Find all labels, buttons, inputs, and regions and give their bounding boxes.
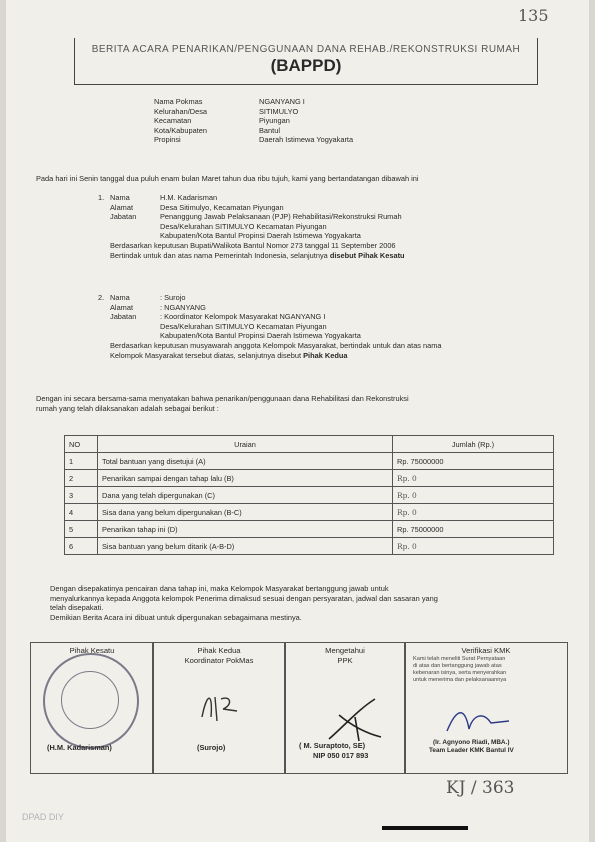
info-row: Kelurahan/Desa SITIMULYO xyxy=(154,106,299,116)
table-row: 2 Penarikan sampai dengan tahap lalu (B) Rp. 0 xyxy=(65,470,554,487)
party-one-basis: Berdasarkan keputusan Bupati/Walikota Bantul Nomor 273 tanggal 11 September 2006 xyxy=(110,240,396,250)
header-box xyxy=(74,38,538,85)
pokmas-info xyxy=(154,97,353,145)
info-row: Nama Pokmas NGANYANG I xyxy=(154,97,305,106)
table-header-row: NO Uraian Jumlah (Rp.) xyxy=(65,436,554,453)
table-row: 6 Sisa bantuan yang belum ditarik (A-B-D) Rp. 0 xyxy=(65,538,554,555)
corner-number: 135 xyxy=(518,6,549,25)
signature-scribble xyxy=(443,701,513,737)
statement-paragraph: Dengan ini secara bersama-sama menyatakan bahwa penarikan/penggunaan dana Rehabilitasi dan Rekonstruksi rumah yang telah dilaksanakan adalah sebagai berikut : xyxy=(36,394,409,413)
party-one: 1. Nama H.M. Kadarisman Alamat Desa Sitimulyo, Kecamatan Piyungan Jabatan Penanggung Jawab Pelaksanaan (PJP) Rehabilitasi/Rekonstruksi Rumah Desa/Kelurahan SITIMULYO Kecamatan Piyungan Kabupaten/Kota Bantul Propinsi Daerah Istimewa Yogyakarta Berdasarkan keputusan Bupati/Walikota Bantul Nomor 273 tanggal 11 September 2006 Bertindak untuk dan atas nama Pemerintah Indonesia, selanjutnya disebut Pihak Kesatu xyxy=(98,193,568,260)
info-row: Kecamatan Piyungan xyxy=(154,116,290,126)
signature-ppk: Mengetahui PPK ( M. Suraptoto, SE) NIP 050 017 893 xyxy=(284,642,406,774)
bottom-mark xyxy=(382,826,468,830)
table-row: 1 Total bantuan yang disetujui (A) Rp. 75000000 xyxy=(65,453,554,470)
info-row: Kota/Kabupaten Bantul xyxy=(154,125,280,135)
party-two-basis-2: Kelompok Masyarakat tersebut diatas, selanjutnya disebut Pihak Kedua xyxy=(110,350,348,360)
intro-paragraph: Pada hari ini Senin tanggal dua puluh enam bulan Maret tahun dua ribu tujuh, kami yang bertandatangan dibawah ini xyxy=(36,174,419,183)
table-row: 3 Dana yang telah dipergunakan (C) Rp. 0 xyxy=(65,487,554,504)
party-two-basis: Berdasarkan keputusan musyawarah anggota Kelompok Masyarakat, bertindak untuk dan atas nama xyxy=(110,340,442,350)
party-one-acting: Bertindak untuk dan atas nama Pemerintah Indonesia, selanjutnya disebut Pihak Kesatu xyxy=(110,250,405,260)
verification-note: Kami telah meneliti Surat Pernyataan di atas dan bertanggung jawab atas kebenaran isinya, serta menyerahkan untuk menerima dan pelaksanaannya xyxy=(413,655,507,683)
table-row: 5 Penarikan tahap ini (D) Rp. 75000000 xyxy=(65,521,554,538)
document-title: (BAPPD) xyxy=(270,56,342,75)
closing-paragraph: Dengan disepakatinya pencairan dana tahap ini, maka Kelompok Masyarakat bertanggung jawab untuk menyalurkannya kepada Anggota kelompok Penerima dimaksud sesuai dengan persyaratan, jadwal dan sasaran yang telah disepakati. Demikian Berita Acara ini dibuat untuk dipergunakan sebagaimana mestinya. xyxy=(50,584,438,622)
header-top-line: BERITA ACARA PENARIKAN/PENGGUNAAN DANA REHAB./REKONSTRUKSI RUMAH xyxy=(91,44,521,55)
signature-block xyxy=(30,642,566,772)
info-row: Propinsi Daerah Istimewa Yogyakarta xyxy=(154,135,354,145)
signature-scribble xyxy=(197,687,243,727)
signature-pihak-kedua: Pihak Kedua Koordinator PokMas (Surojo) xyxy=(152,642,286,774)
party-two: 2. Nama : Surojo Alamat : NGANYANG Jabatan : Koordinator Kelompok Masyarakat NGANYANG I Desa/Kelurahan SITIMULYO Kecamatan Piyungan Kabupaten/Kota Bantul Propinsi Daerah Istimewa Yogyakarta Berdasarkan keputusan musyawarah anggota Kelompok Masyarakat, bertindak untuk dan atas nama Kelompok Masyarakat tersebut diatas, selanjutnya disebut Pihak Kedua xyxy=(98,293,568,360)
watermark: DPAD DIY xyxy=(22,812,64,822)
signature-pihak-kesatu: Pihak Kesatu (H.M. Kadarisman) xyxy=(30,642,154,774)
funds-table xyxy=(64,435,554,555)
stamp-seal-inner xyxy=(61,671,119,729)
table-row: 4 Sisa dana yang belum dipergunakan (B-C) Rp. 0 xyxy=(65,504,554,521)
signature-verifikasi-kmk: Verifikasi KMK Kami telah meneliti Surat Pernyataan di atas dan bertanggung jawab atas kebenaran isinya, serta menyerahkan untuk menerima dan pelaksanaannya (Ir. Agnyono Riadi, MBA.) Team Leader KMK Bantul IV xyxy=(404,642,568,774)
archive-number: KJ / 363 xyxy=(446,778,515,798)
document-page xyxy=(6,0,589,842)
signature-scribble xyxy=(325,695,385,743)
